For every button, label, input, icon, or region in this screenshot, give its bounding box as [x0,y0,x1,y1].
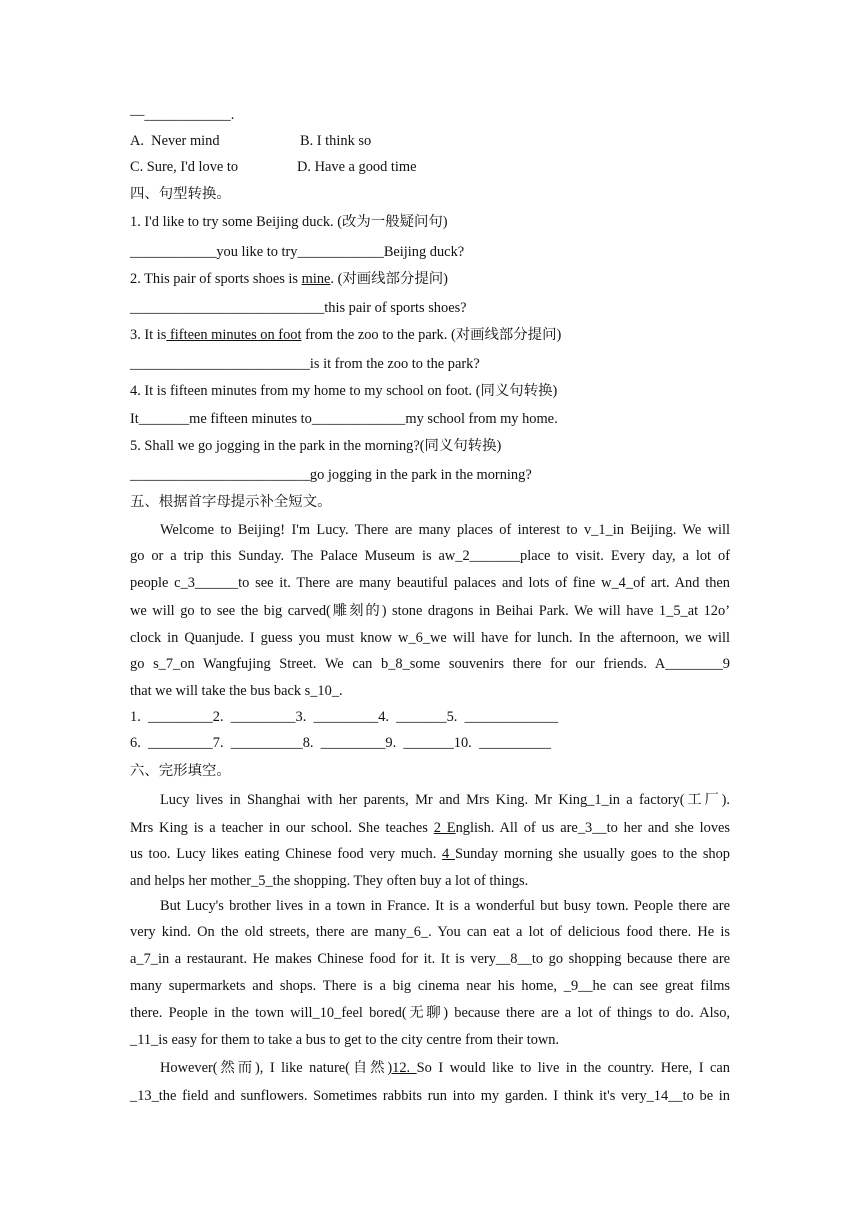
s5-answer-row-1: 1. _________2. _________3. _________4. _______5. _____________ [130,709,559,725]
s6-line-11 [160,1059,730,1077]
s4-answer-1: ____________you like to try____________Beijing duck? [130,244,465,260]
s5-line-1: Welcome to Beijing! I'm Lucy. There are many places of interest to v_1_in Beijing. We will [160,522,730,538]
question-prompt: —____________. [130,107,235,123]
q3-underlined: fifteen minutes on foot [166,327,302,343]
s4-answer-2: ___________________________this pair of sports shoes? [130,300,467,316]
section-4-heading: 四、句型转换。 [130,186,231,202]
s6-line-3-b: Sunday morning she usually goes to the shop [454,846,731,862]
s5-line-3: people c_3______to see it. There are many beautiful palaces and lots of fine w_4_of art. And then [130,575,730,591]
s4-answer-3: _________________________is it from the zoo to the park? [130,356,480,372]
option-b: B. I think so [300,133,372,149]
s6-line-1: Lucy lives in Shanghai with her parents, Mr and Mrs King. Mr King_1_in a factory(工厂). [160,792,730,808]
s5-line-4: we will go to see the big carved(雕刻的) stone dragons in Beihai Park. We will have 1_5_at 12o’ [130,603,730,619]
s6-line-7: a_7_in a restaurant. He makes Chinese food for it. It is very__8__to go shopping because there are [130,951,730,967]
s6-line-2-underlined: 2 E [433,820,456,836]
s6-line-10: _11_is easy for them to take a bus to get to the city centre from their town. [130,1032,560,1048]
s5-answer-row-2: 6. _________7. __________8. _________9. _______10. __________ [130,735,551,751]
option-d: D. Have a good time [297,159,417,175]
s4-question-2 [130,270,448,288]
q3-text: 3. It is [130,327,167,343]
s6-line-11-a: However(然而), I like nature(自然 [160,1060,388,1076]
section-5-heading: 五、根据首字母提示补全短文。 [130,494,332,510]
q3-note: from the zoo to the park. (对画线部分提问) [301,327,562,343]
s5-line-6: go s_7_on Wangfujing Street. We can b_8_some souvenirs there for our friends. A________9 [130,656,730,672]
q2-underlined: mine [301,271,331,287]
s6-line-3 [130,845,730,863]
s6-line-8: many supermarkets and shops. There is a big cinema near his home, _9__he can see great films [130,978,730,994]
s5-line-5: clock in Quanjude. I guess you must know w_6_we will have for lunch. In the afternoon, we will [130,630,730,646]
s4-answer-5: _________________________go jogging in the park in the morning? [130,467,532,483]
q2-note: . (对画线部分提问) [330,271,448,287]
s4-question-1: 1. I'd like to try some Beijing duck. (改为一般疑问句) [130,214,448,230]
s6-line-6: very kind. On the old streets, there are many_6_. You can eat a lot of delicious food there. He is [130,924,730,940]
s6-line-2-a: Mrs King is a teacher in our school. She teaches [130,820,434,836]
s5-line-7: that we will take the bus back s_10_. [130,683,343,699]
s5-line-2: go or a trip this Sunday. The Palace Museum is aw_2_______place to visit. Every day, a lot of [130,548,730,564]
s6-line-3-underlined: 4 [442,846,455,862]
s6-line-3-a: us too. Lucy likes eating Chinese food very much. [130,846,443,862]
s4-answer-4: It_______me fifteen minutes to_____________my school from my home. [130,411,558,427]
s6-line-12: _13_the field and sunflowers. Sometimes rabbits run into my garden. I think it's very_14__to be in [130,1088,730,1104]
option-c: C. Sure, I'd love to [130,159,239,175]
s4-question-4: 4. It is fifteen minutes from my home to my school on foot. (同义句转换) [130,383,558,399]
s6-line-11-underlined: )12. [387,1060,417,1076]
section-6-heading: 六、完形填空。 [130,763,231,779]
s6-line-2 [130,819,730,837]
s6-line-9: there. People in the town will_10_feel bored(无聊) because there are a lot of things to do. Also, [130,1005,730,1021]
s6-line-4: and helps her mother_5_the shopping. They often buy a lot of things. [130,873,529,889]
s6-line-2-b: nglish. All of us are_3__to her and she loves [455,820,730,836]
s4-question-5: 5. Shall we go jogging in the park in the morning?(同义句转换) [130,438,502,454]
s4-question-3 [130,326,561,344]
option-a: A. Never mind [130,133,220,149]
s6-line-5: But Lucy's brother lives in a town in France. It is a wonderful but busy town. People there are [160,898,730,914]
q2-text: 2. This pair of sports shoes is [130,271,302,287]
s6-line-11-b: So I would like to live in the country. Here, I can [416,1060,730,1076]
